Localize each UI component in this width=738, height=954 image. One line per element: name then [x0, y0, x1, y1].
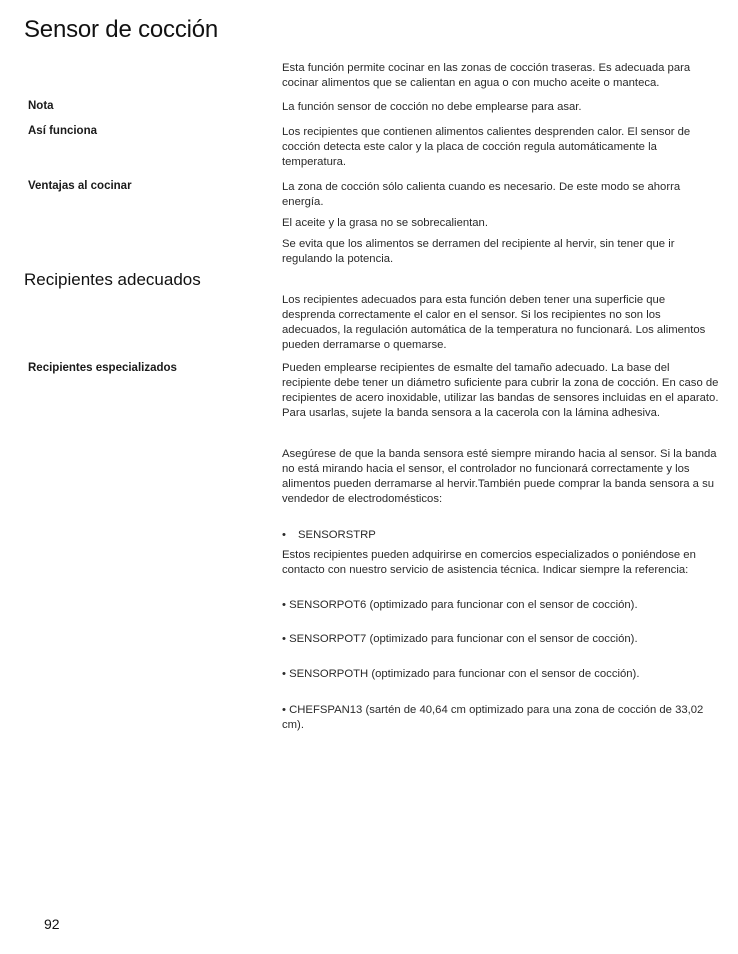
product-item: • SENSORPOTH (optimizado para funcionar con el sensor de cocción). [282, 668, 640, 680]
page-title: Sensor de cocción [24, 16, 219, 43]
asi-funciona-text: Los recipientes que contienen alimentos calientes desprenden calor. El sensor de cocción detecta este calor y la placa de cocción regula automáticamente la temperatura. [282, 126, 691, 168]
intro-paragraph: Esta función permite cocinar en las zonas de cocción traseras. Es adecuada para cocinar alimentos que se calientan en agua o con mucho aceite o manteca. [282, 62, 691, 89]
ventajas-item: Se evita que los alimentos se derramen del recipiente al hervir, sin tener que ir regulando la potencia. [282, 238, 675, 265]
ventajas-item: El aceite y la grasa no se sobrecalientan. [282, 217, 488, 229]
section-heading: Recipientes adecuados [24, 270, 201, 289]
especializados-p2: Asegúrese de que la banda sensora esté siempre mirando hacia al sensor. Si la banda no está mirando hacia el sensor, el controlador no funcionará correctamente y los alimentos pueden derramarse al hervir.También puede comprar la banda sensora a su vendedor de electrodomésticos: [282, 448, 717, 505]
page-number: 92 [44, 916, 60, 932]
product-item: • SENSORPOT6 (optimizado para funcionar con el sensor de cocción). [282, 599, 638, 611]
especializados-p3: Estos recipientes pueden adquirirse en comercios especializados o poniéndose en contacto con nuestro servicio de asistencia técnica. Indicar siempre la referencia: [282, 549, 696, 576]
asi-funciona-label: Así funciona [28, 125, 98, 137]
product-item: • CHEFSPAN13 (sartén de 40,64 cm optimizado para una zona de cocción de 33,02 cm). [282, 704, 704, 731]
nota-label: Nota [28, 100, 54, 112]
sensorstrp-text: SENSORSTRP [298, 529, 376, 541]
sensorstrp-bullet [282, 528, 720, 543]
nota-text: La función sensor de cocción no debe emplearse para asar. [282, 101, 582, 113]
especializados-label: Recipientes especializados [28, 362, 177, 374]
ventajas-item: La zona de cocción sólo calienta cuando es necesario. De este modo se ahorra energía. [282, 181, 681, 208]
especializados-p1: Pueden emplearse recipientes de esmalte del tamaño adecuado. La base del recipiente debe tener un diámetro suficiente para cubrir la zona de cocción. En caso de recipientes de acero inoxidable, utilizar las bandas de sensores incluidas en el aparato. Para usarlas, sujete la banda sensora a la cacerola con la lámina adhesiva. [282, 362, 719, 419]
product-item: • SENSORPOT7 (optimizado para funcionar con el sensor de cocción). [282, 633, 638, 645]
bullet-dot-icon: • [282, 529, 286, 541]
ventajas-label: Ventajas al cocinar [28, 180, 132, 192]
recipientes-intro: Los recipientes adecuados para esta función deben tener una superficie que desprenda correctamente el calor en el sensor. Si los recipientes no son los adecuados, la regulación automática de la temperatura no funcionará. Los alimentos pueden derramarse o quemarse. [282, 294, 706, 351]
